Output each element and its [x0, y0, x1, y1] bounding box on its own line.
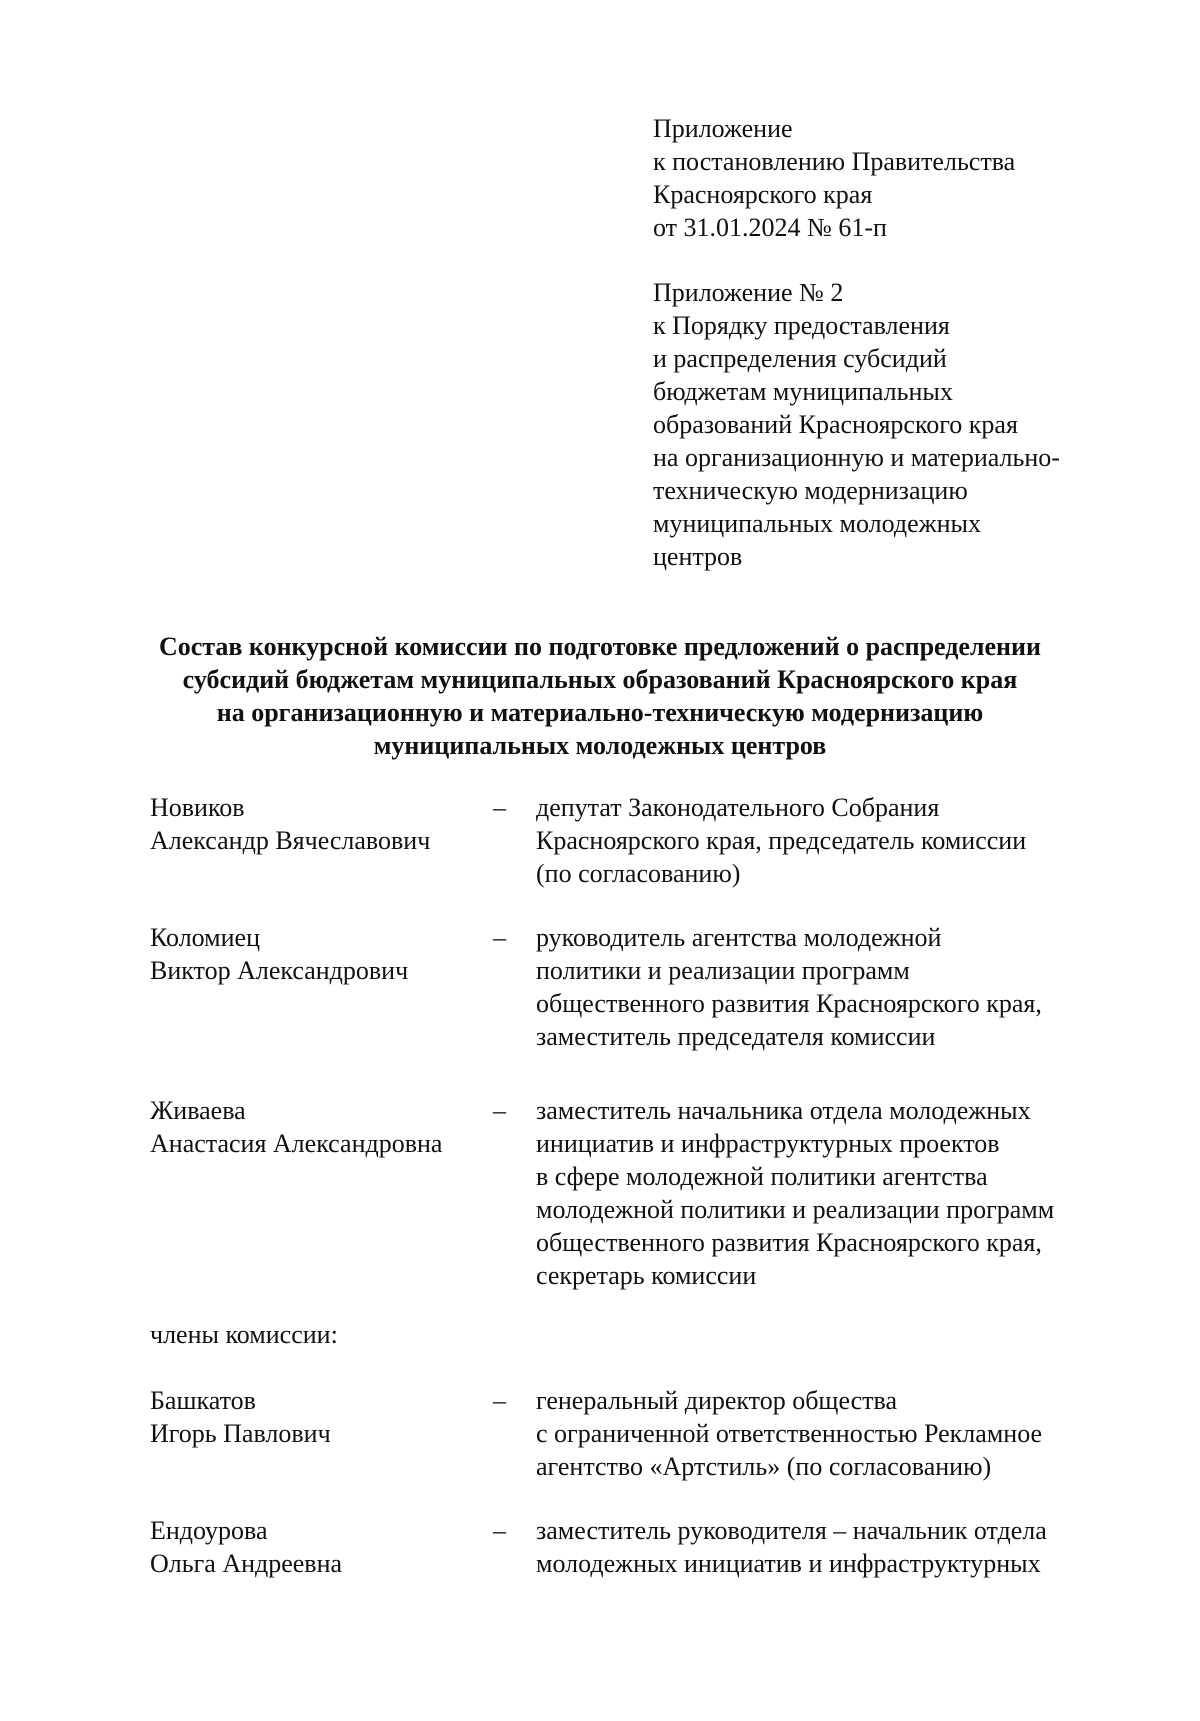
role-line: депутат Законодательного Собрания [536, 793, 940, 822]
appendix-2-header [653, 276, 1173, 573]
member-role [536, 1384, 1176, 1483]
member-given-names: Анастасия Александровна [150, 1129, 443, 1158]
title-line: муниципальных молодежных центров [373, 731, 827, 760]
member-surname: Башкатов [150, 1386, 256, 1415]
dash-separator: – [493, 1386, 506, 1415]
role-line: заместитель председателя комиссии [536, 1022, 936, 1051]
member-name [150, 1384, 480, 1450]
appendix-line: Красноярского края [653, 180, 873, 209]
member-surname: Коломиец [150, 923, 261, 952]
role-line: (по согласованию) [536, 859, 741, 888]
appendix-2-line: образований Красноярского края [653, 410, 1018, 439]
member-role [536, 921, 1176, 1053]
role-line: Красноярского края, председатель комиссии [536, 826, 1027, 855]
role-line: агентство «Артстиль» (по согласованию) [536, 1452, 992, 1481]
member-surname: Живаева [150, 1096, 246, 1125]
role-line: в сфере молодежной политики агентства [536, 1162, 988, 1191]
member-name [150, 921, 480, 987]
role-line: генеральный директор общества [536, 1386, 898, 1415]
appendix-2-line: центров [653, 542, 743, 571]
title-line: субсидий бюджетам муниципальных образований Красноярского края [182, 665, 1018, 694]
appendix-line: Приложение [653, 114, 793, 143]
member-surname: Ендоурова [150, 1516, 268, 1545]
member-given-names: Александр Вячеславович [150, 826, 431, 855]
member-role [536, 1094, 1176, 1292]
role-line: общественного развития Красноярского края, [536, 1228, 1042, 1257]
role-line: политики и реализации программ [536, 956, 910, 985]
title-line: на организационную и материально-техническую модернизацию [216, 698, 984, 727]
appendix-2-line: муниципальных молодежных [653, 509, 981, 538]
member-given-names: Игорь Павлович [150, 1419, 331, 1448]
dash-separator: – [493, 1516, 506, 1545]
member-surname: Новиков [150, 793, 245, 822]
title-line: Состав конкурсной комиссии по подготовке предложений о распределении [158, 632, 1041, 661]
dash-separator: – [493, 923, 506, 952]
member-name [150, 1094, 480, 1160]
dash-separator: – [493, 793, 506, 822]
document-title [100, 630, 1100, 762]
appendix-2-line: Приложение № 2 [653, 278, 844, 307]
appendix-2-line: к Порядку предоставления [653, 311, 950, 340]
role-line: руководитель агентства молодежной [536, 923, 942, 952]
role-line: общественного развития Красноярского края, [536, 989, 1042, 1018]
role-line: секретарь комиссии [536, 1261, 757, 1290]
appendix-line: от 31.01.2024 № 61-п [653, 213, 887, 242]
member-given-names: Виктор Александрович [150, 956, 409, 985]
member-name [150, 1514, 480, 1580]
dash-separator: – [493, 1096, 506, 1125]
appendix-2-line: техническую модернизацию [653, 476, 968, 505]
appendix-line: к постановлению Правительства [653, 147, 1016, 176]
member-name [150, 791, 480, 857]
members-section-label: члены комиссии: [150, 1320, 338, 1349]
role-line: инициатив и инфраструктурных проектов [536, 1129, 1000, 1158]
appendix-2-line: бюджетам муниципальных [653, 377, 953, 406]
member-role [536, 1514, 1176, 1580]
member-given-names: Ольга Андреевна [150, 1549, 343, 1578]
role-line: заместитель руководителя – начальник отдела [536, 1516, 1047, 1545]
role-line: с ограниченной ответственностью Рекламное [536, 1419, 1043, 1448]
role-line: молодежных инициатив и инфраструктурных [536, 1549, 1041, 1578]
appendix-2-line: и распределения субсидий [653, 344, 947, 373]
appendix-2-line: на организационную и материально- [653, 443, 1060, 472]
role-line: молодежной политики и реализации программ [536, 1195, 1055, 1224]
appendix-header [653, 112, 1173, 244]
member-role [536, 791, 1176, 890]
role-line: заместитель начальника отдела молодежных [536, 1096, 1031, 1125]
